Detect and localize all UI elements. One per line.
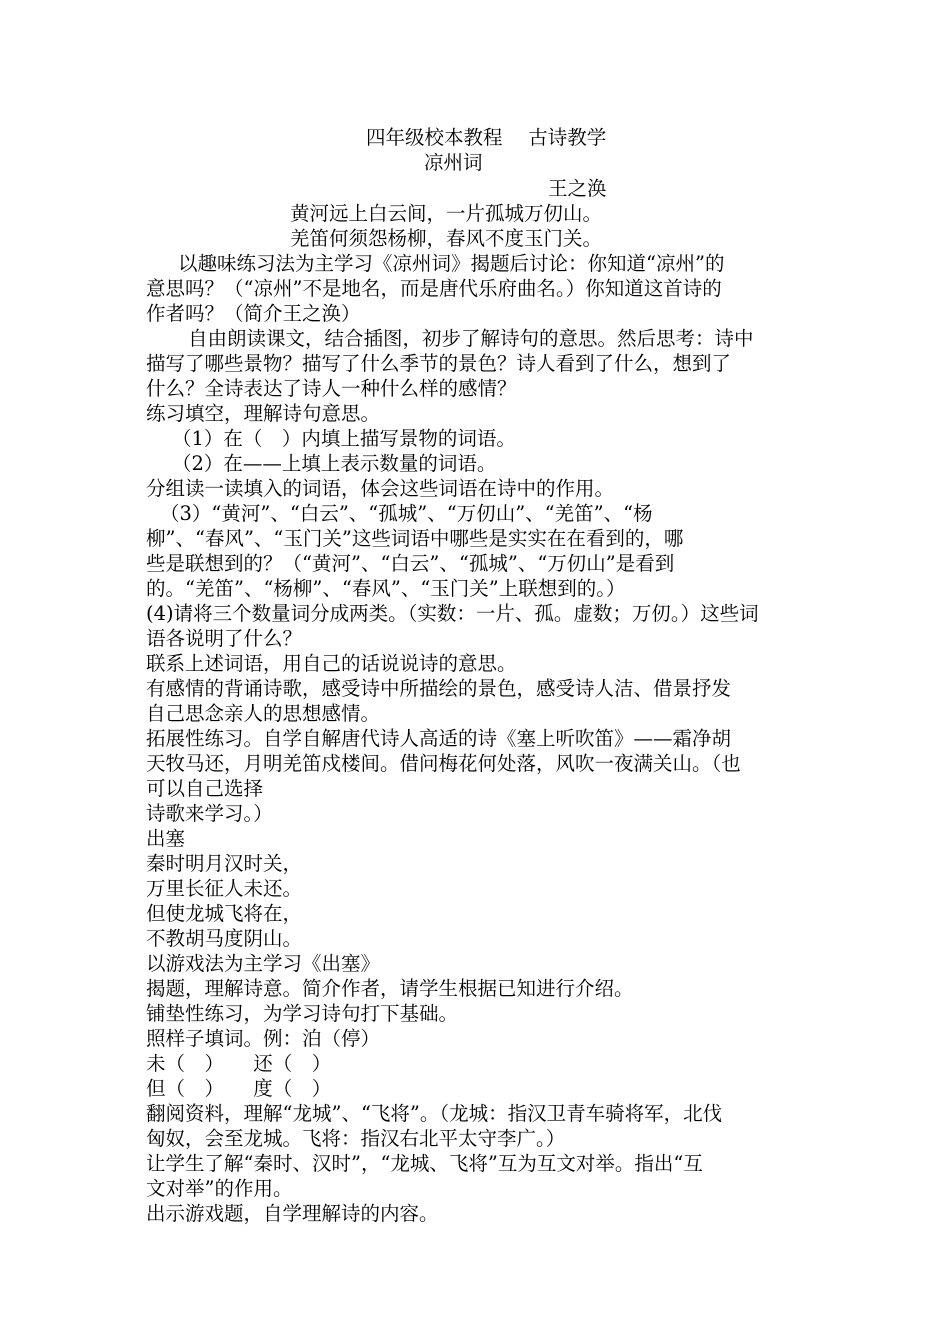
paragraph-line: 些是联想到的？（“黄河”、“白云”、“孤城”、“万仞山”是看到 [146,552,675,575]
paragraph-line: 有感情的背诵诗歌，感受诗中所描绘的景色，感受诗人洁、借景抒发 [146,677,732,700]
paragraph-line: 自己思念亲人的思想感情。 [146,702,381,725]
paragraph-line: 的。“羌笛”、“杨柳”、“春风”、“玉门关”上联想到的。） [146,577,626,600]
paragraph-line: (4)请将三个数量词分成两类。（实数：一片、孤。虚数；万仞。）这些词 [146,602,759,625]
paragraph-line: 分组读一读填入的词语，体会这些词语在诗中的作用。 [146,477,615,500]
poem-line: 秦时明月汉时关， [146,852,303,875]
paragraph-line: 什么？全诗表达了诗人一种什么样的感情？ [146,377,517,400]
paragraph-line: 天牧马还，月明羌笛戍楼间。借问梅花何处落，风吹一夜满关山。（也 [146,752,741,775]
paragraph-line: （2）在——上填上表示数量的词语。 [172,452,497,475]
paragraph-line: 练习填空，理解诗句意思。 [146,402,381,425]
paragraph-line: 拓展性练习。自学自解唐代诗人高适的诗《塞上听吹笛》——霜净胡 [146,727,732,750]
poem-title: 凉州词 [424,151,483,174]
fill-blank-line: 未（ ） 还（ ） [146,1052,332,1075]
paragraph-line: 作者吗？（简介王之涣） [146,302,361,325]
paragraph-line: 照样子填词。例：泊（停） [146,1027,381,1050]
paragraph-line: 翻阅资料，理解“龙城”、“飞将”。（龙城：指汉卫青车骑将军，北伐 [146,1102,723,1125]
paragraph-line: 揭题，理解诗意。简介作者，请学生根据已知进行介绍。 [146,977,634,1000]
paragraph-line: （3）“黄河”、“白云”、“孤城”、“万仞山”、“羌笛”、“杨 [160,502,653,525]
paragraph-line: 描写了哪些景物？描写了什么季节的景色？诗人看到了什么，想到了 [146,352,732,375]
poem-line: 但使龙城飞将在， [146,902,303,925]
poem-line: 不教胡马度阴山。 [146,927,303,950]
paragraph-line: 出示游戏题，自学理解诗的内容。 [146,1202,439,1225]
paragraph-line: 语各说明了什么？ [146,627,303,650]
paragraph-line: 可以自己选择 [146,777,264,800]
poem-author: 王之涣 [548,177,607,200]
paragraph-line: 匈奴，会至龙城。飞将：指汉右北平太守李广。） [146,1127,566,1150]
fill-blank-line: 但（ ） 度（ ） [146,1077,332,1100]
paragraph-line: 以趣味练习法为主学习《凉州词》揭题后讨论：你知道“凉州”的 [178,252,725,275]
paragraph-line: 文对举”的作用。 [146,1177,293,1200]
section-title: 出塞 [146,827,186,850]
paragraph-line: 铺垫性练习，为学习诗句打下基础。 [146,1002,459,1025]
paragraph-line: 柳”、“春风”、“玉门关”这些词语中哪些是实实在在看到的，哪 [146,527,684,550]
paragraph-line: 诗歌来学习。） [146,802,273,825]
document-title: 四年级校本教程 古诗教学 [366,126,607,149]
paragraph-line: 以游戏法为主学习《出塞》 [146,952,381,975]
poem-line: 万里长征人未还。 [146,877,303,900]
paragraph-line: （1）在（ ）内填上描写景物的词语。 [172,427,516,450]
paragraph-line: 意思吗？（“凉州”不是地名，而是唐代乐府曲名。）你知道这首诗的 [146,277,722,300]
poem-line: 羌笛何须怨杨柳，春风不度玉门关。 [290,227,603,250]
paragraph-line: 自由朗读课文，结合插图，初步了解诗句的意思。然后思考：诗中 [188,327,754,350]
paragraph-line: 联系上述词语，用自己的话说说诗的意思。 [146,652,517,675]
poem-line: 黄河远上白云间，一片孤城万仞山。 [290,202,603,225]
paragraph-line: 让学生了解“秦时、汉时”，“龙城、飞将”互为互文对举。指出“互 [146,1152,703,1175]
